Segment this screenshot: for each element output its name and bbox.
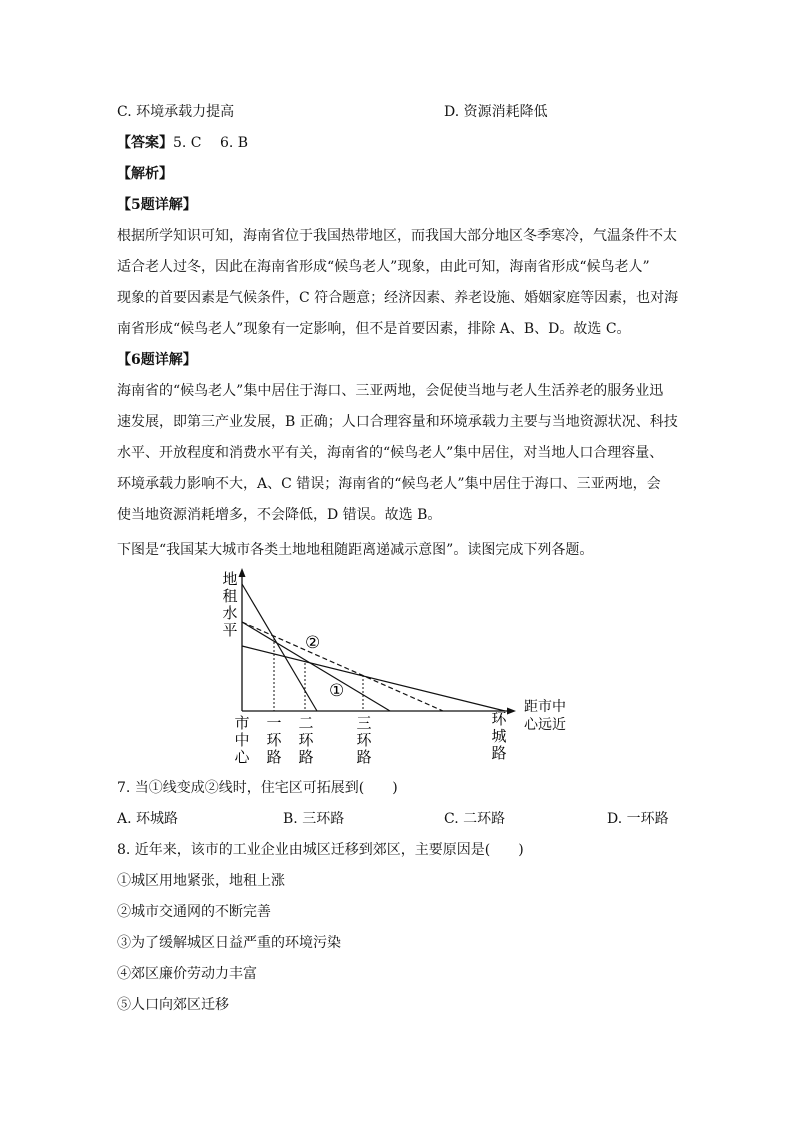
q7-option-b: B. 三环路	[283, 811, 345, 827]
line-label-2: ②	[305, 633, 321, 653]
answer-line	[117, 133, 248, 153]
y-label-char: 地	[222, 570, 238, 588]
q7-option-d: D. 一环路	[607, 811, 669, 827]
tick-city-center	[234, 714, 250, 766]
q8-item: ②城市交通网的不断完善	[117, 904, 271, 920]
q5-heading: 【5题详解】	[117, 197, 197, 213]
tick-char: 路	[266, 748, 282, 766]
q6-heading: 【6题详解】	[117, 352, 197, 368]
tick-char: 环	[356, 731, 372, 749]
tick-ring-city-road	[491, 710, 507, 762]
tick-char: 环	[298, 731, 314, 749]
q5-line: 南省形成“候鸟老人”现象有一定影响，但不是首要因素，排除 A、B、D。故选 C。	[117, 321, 631, 337]
analysis-heading: 【解析】	[117, 166, 173, 182]
q6-line: 速发展，即第三产业发展，B 正确；人口合理容量和环境承载力主要与当地资源状况、科技	[117, 414, 678, 430]
q7-option-c: C. 二环路	[444, 811, 506, 827]
figure-intro: 下图是“我国某大城市各类土地地租随距离递减示意图”。读图完成下列各题。	[117, 542, 594, 558]
tick-ring-road-1	[266, 714, 282, 766]
tick-char: 一	[266, 714, 282, 732]
tick-char: 路	[356, 748, 372, 766]
tick-char: 心	[234, 748, 250, 766]
option-d: D. 资源消耗降低	[444, 104, 548, 120]
tick-ring-road-2	[298, 714, 314, 766]
q5-line: 适合老人过冬，因此在海南省形成“候鸟老人”现象，由此可知，海南省形成“候鸟老人”	[117, 259, 650, 275]
q8-item: ④郊区廉价劳动力丰富	[117, 966, 257, 982]
x-label-line: 心远近	[524, 717, 566, 733]
option-c: C. 环境承载力提高	[117, 104, 235, 120]
q8-item: ③为了缓解城区日益严重的环境污染	[117, 935, 341, 951]
answer-text: 5. C 6. B	[173, 135, 249, 151]
tick-char: 中	[234, 731, 250, 749]
q6-line: 环境承载力影响不大，A、C 错误；海南省的“候鸟老人”集中居住于海口、三亚两地，会	[117, 476, 661, 492]
tick-char: 路	[298, 748, 314, 766]
tick-char: 二	[298, 714, 314, 732]
tick-char: 环	[491, 710, 507, 728]
x-axis-arrow	[507, 708, 516, 715]
q5-line: 现象的首要因素是气候条件，C 符合题意；经济因素、养老设施、婚姻家庭等因素，也对海	[117, 290, 679, 306]
answer-tag: 【答案】	[117, 135, 173, 151]
q6-line: 水平、开放程度和消费水平有关，海南省的“候鸟老人”集中居住，对当地人口合理容量、	[117, 445, 664, 461]
tick-char: 三	[356, 714, 372, 732]
tick-char: 城	[491, 727, 507, 745]
y-label-char: 平	[222, 621, 238, 639]
q6-line: 海南省的“候鸟老人”集中居住于海口、三亚两地，会促使当地与老人生活养老的服务业迅	[117, 383, 664, 399]
tick-char: 环	[266, 731, 282, 749]
q8-item: ⑤人口向郊区迁移	[117, 997, 229, 1013]
tick-ring-road-3	[356, 714, 372, 766]
y-label-char: 水	[222, 604, 238, 622]
q7-option-a: A. 环城路	[117, 811, 179, 827]
q6-line: 使当地资源消耗增多，不会降低，D 错误。故选 B。	[117, 507, 442, 523]
y-axis-arrow	[239, 568, 246, 577]
q8-item: ①城区用地紧张，地租上涨	[117, 873, 285, 889]
x-label-line: 距市中	[524, 699, 566, 715]
tick-char: 市	[234, 714, 250, 732]
rent-distance-diagram	[222, 568, 595, 768]
line-label-1: ①	[329, 681, 345, 701]
q5-line: 根据所学知识可知，海南省位于我国热带地区，而我国大部分地区冬季寒冷，气温条件不太	[117, 228, 677, 244]
tick-char: 路	[491, 744, 507, 762]
q7-stem: 7. 当①线变成②线时，住宅区可拓展到( )	[117, 780, 398, 796]
y-label-char: 租	[222, 587, 238, 605]
q8-stem: 8. 近年来，该市的工业企业由城区迁移到郊区，主要原因是( )	[117, 842, 524, 858]
